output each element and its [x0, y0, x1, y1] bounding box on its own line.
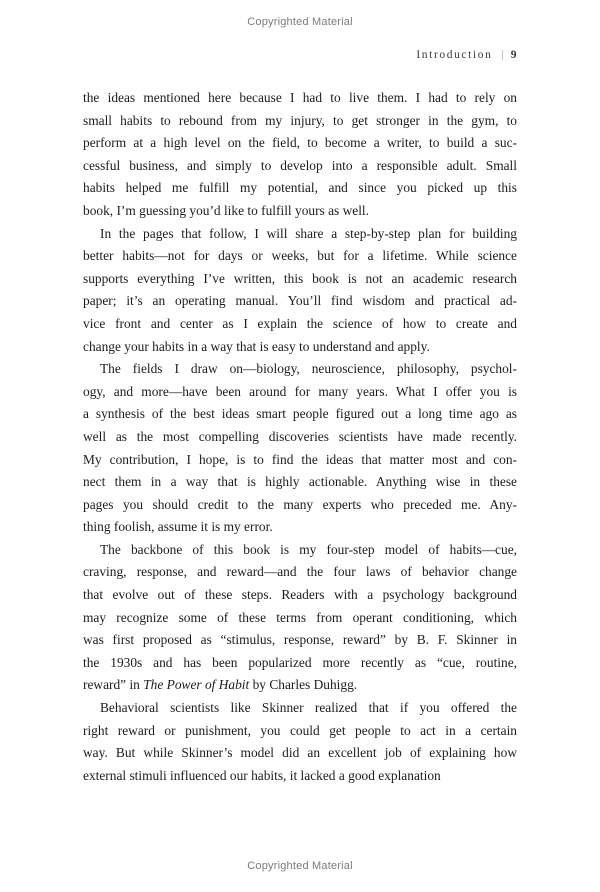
text-line: Behavioral scientists like Skinner realized that if you offered the — [100, 700, 517, 716]
text-line: may recognize some of these terms from operant conditioning, which — [83, 609, 517, 625]
paragraph — [83, 539, 517, 697]
text-line: right reward or punishment, you could get people to act in a certain — [83, 722, 517, 738]
text-line: ogy, and more—have been around for many years. What I offer you is — [83, 383, 517, 399]
text-line: well as the most compelling discoveries scientists have made recently. — [83, 428, 517, 444]
text-line: The fields I draw on—biology, neuroscience, philosophy, psychol- — [100, 361, 517, 377]
paragraph — [83, 223, 517, 359]
text-line: book, I’m guessing you’d like to fulfill yours as well. — [83, 202, 370, 218]
header-separator: | — [501, 49, 504, 61]
text-line: cessful business, and simply to develop into a responsible adult. Small — [83, 157, 517, 173]
paragraph — [83, 87, 517, 223]
text-line: paper; it’s an operating manual. You’ll find wisdom and practical ad- — [83, 293, 517, 309]
book-title-italic: The Power of Habit — [143, 677, 250, 693]
text-line: craving, response, and reward—and the four laws of behavior change — [83, 564, 517, 580]
text-line: habits helped me fulfill my potential, and since you picked up this — [83, 180, 517, 196]
text-line: small habits to rebound from my injury, to get stronger in the gym, to — [83, 112, 517, 128]
text-line: was first proposed as “stimulus, response, reward” by B. F. Skinner in — [83, 632, 517, 648]
paragraph — [83, 358, 517, 539]
copyright-notice-bottom: Copyrighted Material — [247, 860, 353, 872]
text-line: pages you should credit to the many experts who preceded me. Any- — [83, 496, 517, 512]
page-body — [83, 87, 517, 787]
text-line: vice front and center as I explain the science of how to create and — [83, 315, 517, 331]
text-line: perform at a high level on the field, to become a writer, to build a suc- — [83, 135, 517, 151]
text-line — [83, 674, 517, 697]
text-line: that evolve out of these steps. Readers with a psychology background — [83, 587, 517, 603]
text-line: My contribution, I hope, is to find the ideas that matter most and con- — [83, 451, 517, 467]
text-line: the ideas mentioned here because I had to live them. I had to rely on — [83, 90, 517, 105]
text-line: The backbone of this book is my four-step model of habits—cue, — [100, 541, 517, 557]
header-page-number: 9 — [510, 49, 517, 61]
copyright-notice-top: Copyrighted Material — [247, 16, 353, 28]
text-line: external stimuli influenced our habits, it lacked a good explanation — [83, 767, 441, 783]
paragraph — [83, 697, 517, 787]
text-segment: by Charles Duhigg. — [249, 677, 358, 693]
text-line: In the pages that follow, I will share a step-by-step plan for building — [100, 225, 517, 241]
text-line: a synthesis of the best ideas smart people figured out a long time ago as — [83, 406, 517, 422]
text-line: way. But while Skinner’s model did an excellent job of explaining how — [83, 745, 517, 761]
header-section-label: Introduction — [416, 49, 493, 61]
text-line: better habits—not for days or weeks, but for a lifetime. While science — [83, 248, 517, 264]
text-line: nect them in a way that is highly actionable. Anything wise in these — [83, 474, 517, 490]
text-line: change your habits in a way that is easy to understand and apply. — [83, 338, 430, 354]
text-line: thing foolish, assume it is my error. — [83, 519, 273, 535]
page-header — [83, 49, 517, 61]
text-segment: reward” in — [83, 677, 144, 693]
text-line: supports everything I’ve written, this book is not an academic research — [83, 270, 517, 286]
text-line: the 1930s and has been popularized more recently as “cue, routine, — [83, 654, 517, 670]
